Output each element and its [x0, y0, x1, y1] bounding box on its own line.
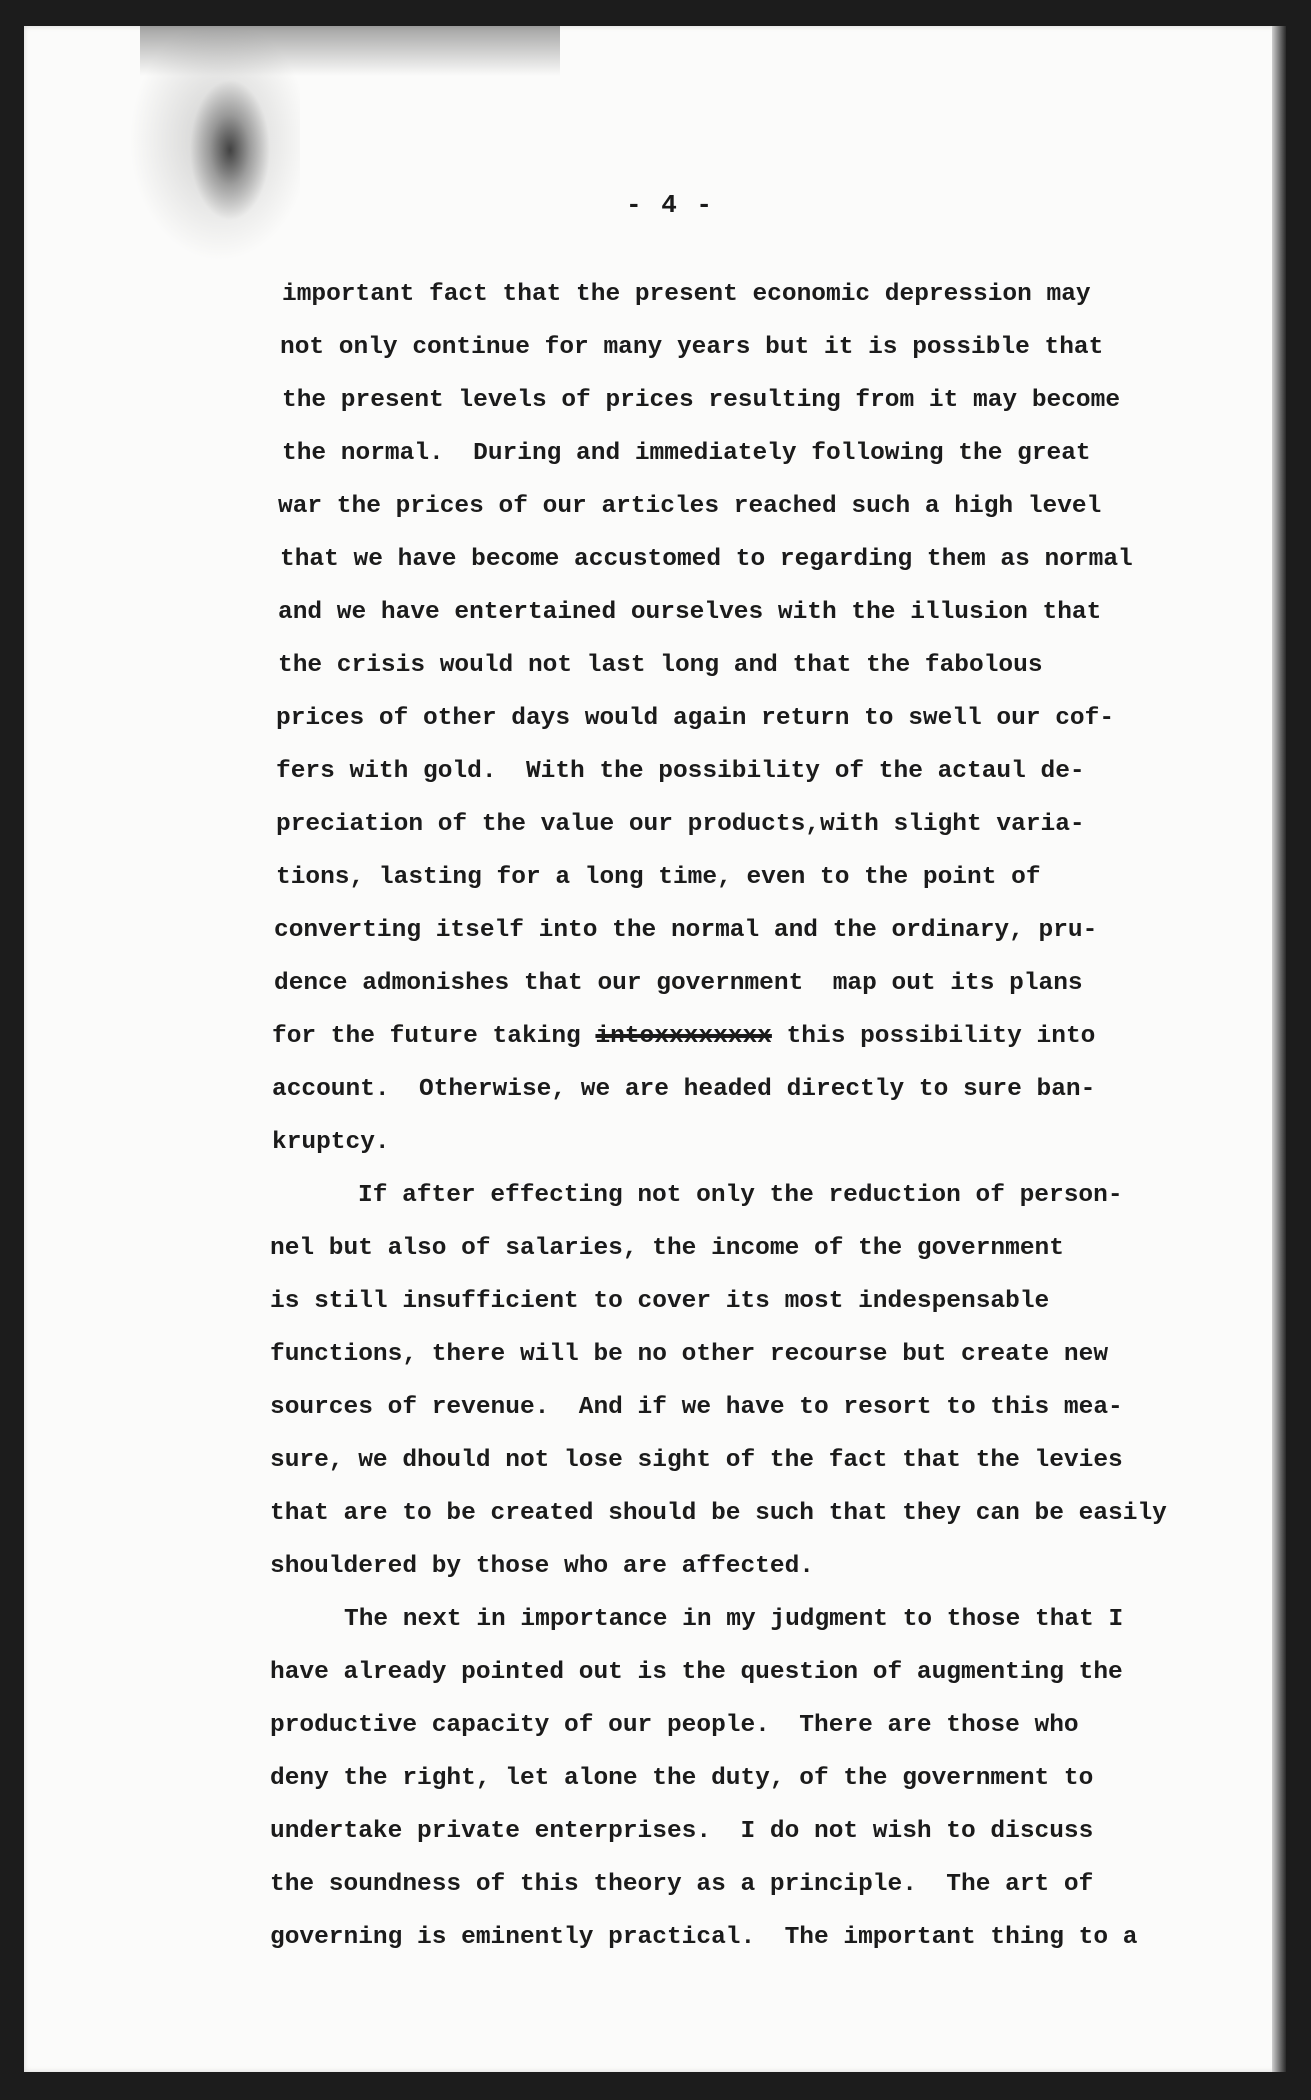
- text-line: converting itself into the normal and the ordinary, pru-: [274, 917, 1098, 944]
- text-line: The next in importance in my judgment to those that I: [344, 1606, 1124, 1633]
- text-line: tions, lasting for a long time, even to the point of: [276, 864, 1041, 891]
- text-line: sure, we dhould not lose sight of the fact that the levies: [270, 1447, 1123, 1474]
- text-line: preciation of the value our products,with slight varia-: [276, 811, 1085, 838]
- text-line: the soundness of this theory as a principle. The art of: [270, 1871, 1094, 1898]
- text-segment: this possibility into: [771, 1023, 1096, 1050]
- text-line: deny the right, let alone the duty, of the government to: [270, 1765, 1094, 1792]
- body-text: [270, 268, 1230, 1964]
- text-line: dence admonishes that our government map out its plans: [274, 970, 1083, 997]
- ink-smudge: [130, 30, 300, 260]
- text-line: account. Otherwise, we are headed directly to sure ban-: [272, 1076, 1096, 1103]
- text-line: If after effecting not only the reduction of person-: [358, 1182, 1123, 1209]
- text-line: the crisis would not last long and that the fabolous: [278, 652, 1043, 679]
- text-line: undertake private enterprises. I do not wish to discuss: [270, 1818, 1094, 1845]
- text-line: functions, there will be no other recourse but create new: [270, 1341, 1109, 1368]
- text-line: that are to be created should be such that they can be easily: [270, 1500, 1167, 1527]
- text-line: sources of revenue. And if we have to resort to this mea-: [270, 1394, 1123, 1421]
- text-line: not only continue for many years but it is possible that: [280, 334, 1104, 361]
- text-segment: for the future taking: [272, 1023, 596, 1050]
- struck-text: intoxxxxxxxx: [595, 1023, 772, 1050]
- text-line: have already pointed out is the question of augmenting the: [270, 1659, 1123, 1686]
- text-line: fers with gold. With the possibility of the actaul de-: [276, 758, 1085, 785]
- text-line: prices of other days would again return to swell our cof-: [276, 705, 1115, 732]
- text-line: productive capacity of our people. There are those who: [270, 1712, 1079, 1739]
- page-number: - 4 -: [625, 190, 714, 220]
- text-line: the normal. During and immediately following the great: [282, 440, 1091, 467]
- text-line: and we have entertained ourselves with the illusion that: [278, 599, 1102, 626]
- text-line: shouldered by those who are affected.: [270, 1553, 814, 1580]
- text-line: kruptcy.: [272, 1129, 390, 1156]
- text-line: war the prices of our articles reached such a high level: [278, 493, 1102, 520]
- text-line: important fact that the present economic depression may: [282, 281, 1091, 308]
- text-line: the present levels of prices resulting from it may become: [282, 387, 1121, 414]
- text-line: that we have become accustomed to regarding them as normal: [280, 546, 1133, 573]
- text-line: governing is eminently practical. The important thing to a: [270, 1924, 1138, 1951]
- text-line: [270, 1010, 1230, 1063]
- text-line: is still insufficient to cover its most indespensable: [270, 1288, 1050, 1315]
- page-edge-shadow: [1272, 26, 1286, 2072]
- text-line: nel but also of salaries, the income of the government: [270, 1235, 1064, 1262]
